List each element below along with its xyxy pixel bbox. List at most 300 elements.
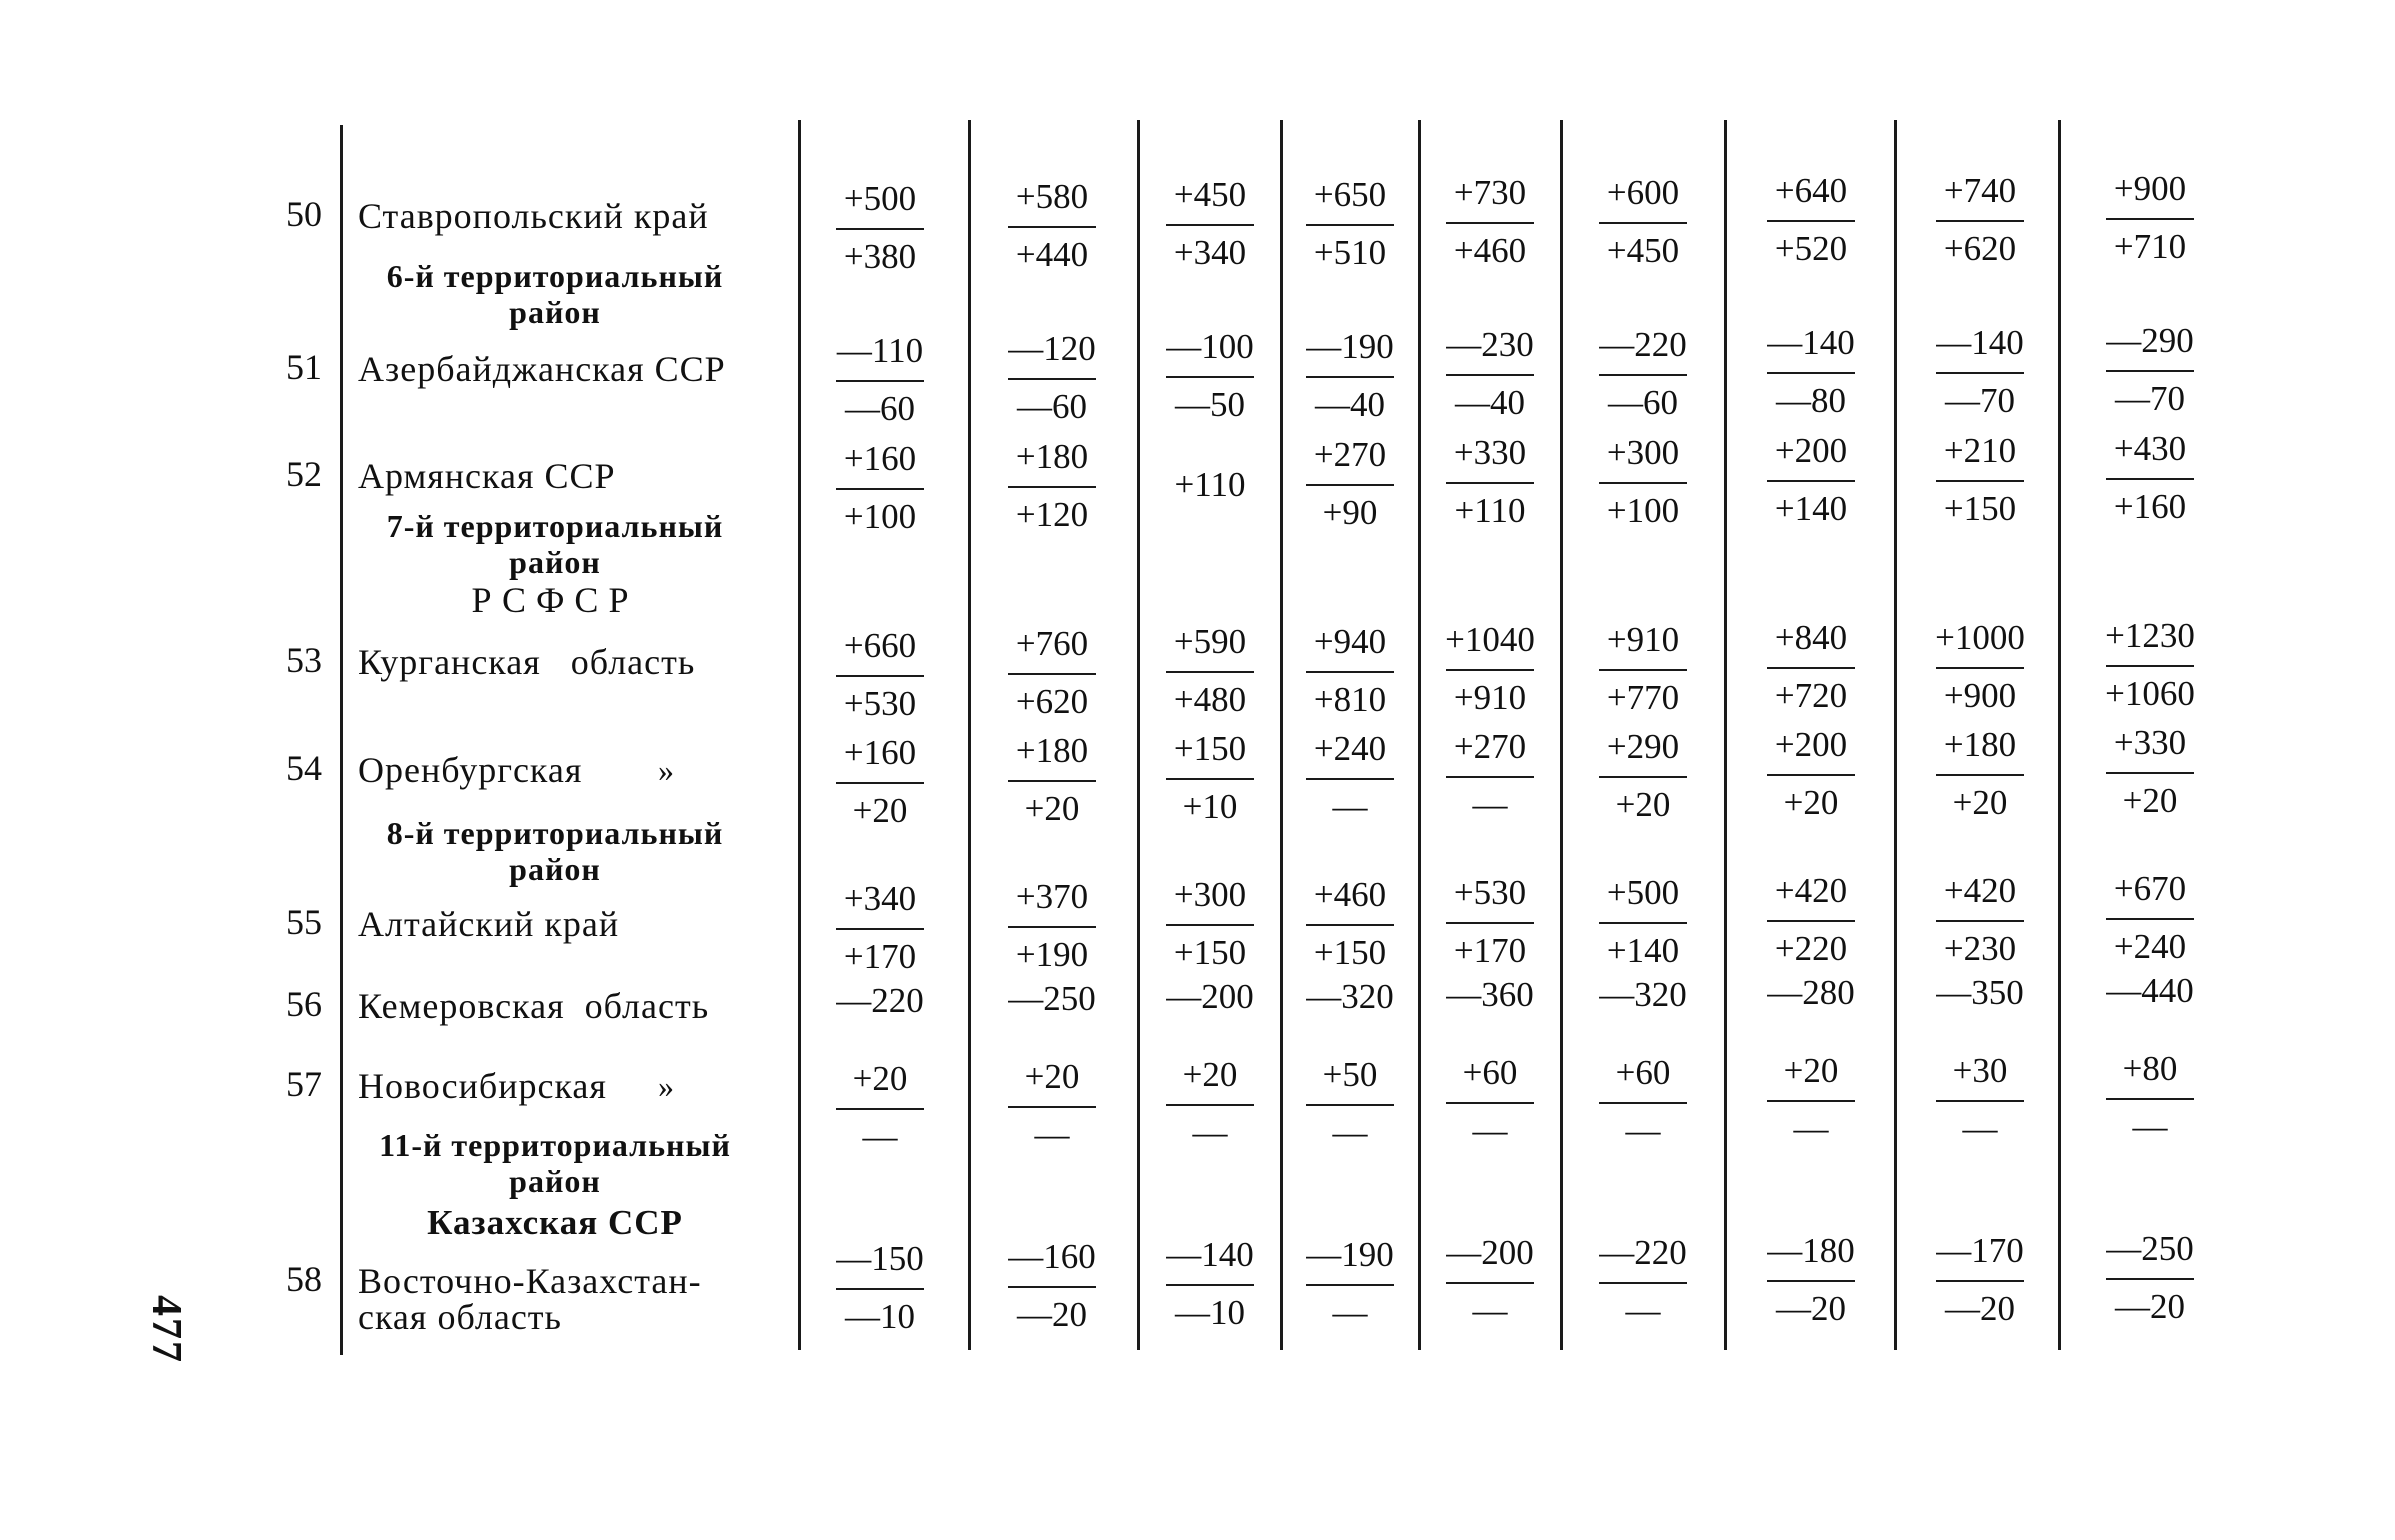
fraction-bar <box>1446 776 1534 778</box>
fraction-bar <box>1599 669 1687 671</box>
row-label-continued: ская область <box>358 1297 562 1337</box>
row-label: Азербайджанская ССР <box>358 349 726 389</box>
numerator: +640 <box>1774 171 1848 210</box>
numerator: —250 <box>2106 1229 2194 1268</box>
numerator: +420 <box>1774 871 1848 910</box>
column-rule <box>798 120 801 1350</box>
numerator: +1000 <box>1935 618 2025 657</box>
row-label: Оренбургская <box>358 750 583 790</box>
fraction-cell <box>1905 724 2055 826</box>
denominator: —20 <box>1945 1289 2015 1328</box>
numerator: +80 <box>2122 1049 2178 1088</box>
numerator: +580 <box>1015 177 1089 216</box>
fraction-bar <box>1767 667 1855 669</box>
column-rule <box>1894 120 1897 1350</box>
row-number: 50 <box>286 194 322 234</box>
denominator: +20 <box>1783 783 1839 822</box>
fraction-cell <box>2075 1228 2225 1330</box>
row-label: Восточно-Казахстан- <box>358 1261 702 1301</box>
fraction-bar <box>1008 1106 1096 1108</box>
fraction-bar <box>1936 480 2024 482</box>
numerator: +600 <box>1606 173 1680 212</box>
numerator: +370 <box>1015 877 1089 916</box>
fraction-cell <box>1275 434 1425 536</box>
numerator: —190 <box>1306 327 1394 366</box>
fraction-bar <box>1166 924 1254 926</box>
fraction-cell <box>1568 872 1718 974</box>
numerator: +20 <box>1024 1057 1080 1096</box>
column-rule <box>2058 120 2061 1350</box>
fraction-bar <box>1306 924 1394 926</box>
denominator: +150 <box>1173 933 1247 972</box>
section-heading: РСФСР <box>471 580 639 620</box>
fraction-bar <box>1767 220 1855 222</box>
fraction-bar <box>1599 1102 1687 1104</box>
fraction-cell <box>2075 868 2225 970</box>
row-number: 54 <box>286 748 322 788</box>
numerator: —150 <box>836 1239 924 1278</box>
denominator: +220 <box>1774 929 1848 968</box>
numerator: +20 <box>852 1059 908 1098</box>
denominator: +100 <box>1606 491 1680 530</box>
denominator: —20 <box>1776 1289 1846 1328</box>
fraction-cell <box>1275 621 1425 723</box>
numerator: +300 <box>1173 875 1247 914</box>
denominator: +710 <box>2113 227 2187 266</box>
denominator: +1060 <box>2105 674 2195 713</box>
numerator: +340 <box>843 879 917 918</box>
fraction-bar <box>2106 478 2194 480</box>
fraction-bar <box>1936 220 2024 222</box>
fraction-bar <box>1166 1284 1254 1286</box>
fraction-cell <box>1736 1050 1886 1152</box>
section-heading: район <box>509 1163 601 1199</box>
denominator: +480 <box>1173 680 1247 719</box>
section-heading: Казахская ССР <box>427 1203 683 1242</box>
fraction-cell <box>1275 728 1425 830</box>
fraction-bar <box>1166 671 1254 673</box>
denominator: — <box>1472 1111 1508 1150</box>
ditto-mark: » <box>658 752 674 788</box>
value-cell: —220 <box>836 981 924 1020</box>
denominator: +520 <box>1774 229 1848 268</box>
fraction-cell <box>1275 326 1425 428</box>
numerator: —230 <box>1446 325 1534 364</box>
fraction-bar <box>2106 218 2194 220</box>
row-number: 57 <box>286 1064 322 1104</box>
fraction-cell <box>1135 728 1285 830</box>
numerator: +210 <box>1943 431 2017 470</box>
numerator: +330 <box>1453 433 1527 472</box>
fraction-bar <box>1767 1100 1855 1102</box>
fraction-bar <box>1446 222 1534 224</box>
numerator: +50 <box>1322 1055 1378 1094</box>
fraction-bar <box>836 928 924 930</box>
fraction-cell <box>1568 324 1718 426</box>
section-heading: район <box>509 294 601 330</box>
fraction-cell <box>2075 722 2225 824</box>
numerator: —200 <box>1446 1233 1534 1272</box>
row-label: Ставропольский край <box>358 196 709 236</box>
numerator: —220 <box>1599 325 1687 364</box>
numerator: +180 <box>1015 437 1089 476</box>
numerator: +30 <box>1952 1051 2008 1090</box>
denominator: +770 <box>1606 678 1680 717</box>
denominator: —70 <box>2115 379 2185 418</box>
numerator: +1040 <box>1445 620 1535 659</box>
denominator: +140 <box>1774 489 1848 528</box>
fraction-cell <box>1415 172 1565 274</box>
fraction-cell <box>977 730 1127 832</box>
denominator: —40 <box>1315 385 1385 424</box>
fraction-cell <box>1736 322 1886 424</box>
numerator: +500 <box>1606 873 1680 912</box>
fraction-cell <box>1736 870 1886 972</box>
numerator: +20 <box>1182 1055 1238 1094</box>
fraction-bar <box>1767 480 1855 482</box>
denominator: —40 <box>1455 383 1525 422</box>
fraction-cell <box>977 436 1127 538</box>
denominator: +20 <box>1952 783 2008 822</box>
fraction-bar <box>836 1288 924 1290</box>
numerator: +530 <box>1453 873 1527 912</box>
page-number: 477 <box>143 1295 189 1364</box>
fraction-cell <box>1905 170 2055 272</box>
numerator: —100 <box>1166 327 1254 366</box>
section-heading: район <box>509 544 601 580</box>
fraction-bar <box>1936 1100 2024 1102</box>
fraction-bar <box>836 228 924 230</box>
numerator: +290 <box>1606 727 1680 766</box>
value-cell: —200 <box>1166 977 1254 1016</box>
section-heading: 6-й территориальный <box>386 258 724 294</box>
denominator: +10 <box>1182 787 1238 826</box>
row-label: Новосибирская <box>358 1066 607 1106</box>
denominator: +160 <box>2113 487 2187 526</box>
numerator: —120 <box>1008 329 1096 368</box>
fraction-cell <box>805 178 955 280</box>
fraction-cell <box>805 1058 955 1160</box>
denominator: — <box>1625 1291 1661 1330</box>
fraction-bar <box>1936 1280 2024 1282</box>
fraction-cell <box>1275 874 1425 976</box>
row-label: Кемеровская область <box>358 986 710 1026</box>
numerator: +420 <box>1943 871 2017 910</box>
numerator: +20 <box>1783 1051 1839 1090</box>
numerator: +150 <box>1173 729 1247 768</box>
numerator: +270 <box>1313 435 1387 474</box>
fraction-cell <box>1415 1052 1565 1154</box>
fraction-bar <box>1599 482 1687 484</box>
denominator: +530 <box>843 684 917 723</box>
denominator: —10 <box>845 1297 915 1336</box>
numerator: +730 <box>1453 173 1527 212</box>
fraction-cell <box>1275 1234 1425 1336</box>
fraction-cell <box>2075 428 2225 530</box>
fraction-bar <box>1936 774 2024 776</box>
section-heading: 7-й территориальный <box>386 508 724 544</box>
row-label: Алтайский край <box>358 904 620 944</box>
numerator: —140 <box>1767 323 1855 362</box>
denominator: —50 <box>1175 385 1245 424</box>
numerator: +460 <box>1313 875 1387 914</box>
denominator: +240 <box>2113 927 2187 966</box>
fraction-cell <box>1568 432 1718 534</box>
value-cell: —280 <box>1767 973 1855 1012</box>
fraction-bar <box>2106 1098 2194 1100</box>
fraction-bar <box>1008 1286 1096 1288</box>
fraction-cell <box>977 1236 1127 1338</box>
numerator: —110 <box>836 331 924 370</box>
denominator: —60 <box>1608 383 1678 422</box>
denominator: —60 <box>845 389 915 428</box>
denominator: +620 <box>1015 682 1089 721</box>
fraction-bar <box>1306 1284 1394 1286</box>
numerator: +160 <box>843 439 917 478</box>
fraction-cell <box>1415 432 1565 534</box>
fraction-bar <box>1008 378 1096 380</box>
fraction-cell <box>1135 1234 1285 1336</box>
fraction-cell <box>1415 726 1565 828</box>
column-rule <box>968 120 971 1350</box>
denominator: — <box>1034 1115 1070 1154</box>
denominator: +120 <box>1015 495 1089 534</box>
numerator: +1230 <box>2105 616 2195 655</box>
numerator: +270 <box>1453 727 1527 766</box>
fraction-bar <box>1166 224 1254 226</box>
fraction-bar <box>1936 372 2024 374</box>
fraction-bar <box>1008 486 1096 488</box>
fraction-bar <box>1306 484 1394 486</box>
value-cell: —350 <box>1936 973 2024 1012</box>
numerator: +200 <box>1774 725 1848 764</box>
fraction-bar <box>2106 918 2194 920</box>
denominator: +150 <box>1943 489 2017 528</box>
numerator: —190 <box>1306 1235 1394 1274</box>
fraction-bar <box>1306 778 1394 780</box>
fraction-cell <box>1568 1052 1718 1154</box>
fraction-bar <box>1599 922 1687 924</box>
denominator: +20 <box>1024 789 1080 828</box>
fraction-cell <box>1736 170 1886 272</box>
denominator: +380 <box>843 237 917 276</box>
numerator: +670 <box>2113 869 2187 908</box>
ditto-mark: » <box>658 1068 674 1104</box>
value-cell: —250 <box>1008 979 1096 1018</box>
fraction-cell <box>1415 1232 1565 1334</box>
fraction-bar <box>836 1108 924 1110</box>
fraction-cell <box>1415 324 1565 426</box>
fraction-bar <box>1446 1102 1534 1104</box>
row-number: 51 <box>286 347 322 387</box>
numerator: —180 <box>1767 1231 1855 1270</box>
denominator: —20 <box>2115 1287 2185 1326</box>
denominator: +460 <box>1453 231 1527 270</box>
numerator: +430 <box>2113 429 2187 468</box>
fraction-bar <box>1166 376 1254 378</box>
fraction-cell <box>1905 617 2055 719</box>
fraction-bar <box>1008 926 1096 928</box>
fraction-cell <box>1905 430 2055 532</box>
denominator: —60 <box>1017 387 1087 426</box>
fraction-cell <box>805 625 955 727</box>
value-cell: +110 <box>1174 465 1246 504</box>
fraction-cell <box>1135 874 1285 976</box>
fraction-cell <box>1568 619 1718 721</box>
fraction-bar <box>1306 1104 1394 1106</box>
fraction-cell <box>977 623 1127 725</box>
numerator: +180 <box>1015 731 1089 770</box>
row-label: Курганская область <box>358 642 696 682</box>
fraction-bar <box>1767 1280 1855 1282</box>
fraction-bar <box>1008 226 1096 228</box>
column-rule <box>1724 120 1727 1350</box>
denominator: +90 <box>1322 493 1378 532</box>
denominator: — <box>1472 785 1508 824</box>
fraction-bar <box>1446 374 1534 376</box>
numerator: +590 <box>1173 622 1247 661</box>
fraction-bar <box>836 380 924 382</box>
fraction-cell <box>805 330 955 432</box>
denominator: — <box>1793 1109 1829 1148</box>
row-number: 55 <box>286 902 322 942</box>
denominator: +340 <box>1173 233 1247 272</box>
fraction-cell <box>1275 174 1425 276</box>
fraction-cell <box>1135 621 1285 723</box>
fraction-cell <box>977 1056 1127 1158</box>
fraction-bar <box>1008 780 1096 782</box>
numerator: +180 <box>1943 725 2017 764</box>
denominator: —10 <box>1175 1293 1245 1332</box>
fraction-bar <box>1306 376 1394 378</box>
fraction-cell <box>805 878 955 980</box>
denominator: +810 <box>1313 680 1387 719</box>
denominator: — <box>1332 1293 1368 1332</box>
fraction-cell <box>1415 872 1565 974</box>
denominator: +110 <box>1454 491 1526 530</box>
numerator: —140 <box>1936 323 2024 362</box>
fraction-cell <box>2075 320 2225 422</box>
numerator: +740 <box>1943 171 2017 210</box>
fraction-cell <box>1736 724 1886 826</box>
fraction-bar <box>1446 922 1534 924</box>
denominator: — <box>1192 1113 1228 1152</box>
fraction-cell <box>1568 172 1718 274</box>
numerator: +660 <box>843 626 917 665</box>
numerator: —170 <box>1936 1231 2024 1270</box>
fraction-cell <box>1736 1230 1886 1332</box>
denominator: +150 <box>1313 933 1387 972</box>
numerator: +900 <box>2113 169 2187 208</box>
denominator: — <box>1332 1113 1368 1152</box>
value-cell: —320 <box>1599 975 1687 1014</box>
fraction-bar <box>836 675 924 677</box>
fraction-bar <box>1767 920 1855 922</box>
fraction-cell <box>1275 1054 1425 1156</box>
denominator: +450 <box>1606 231 1680 270</box>
numerator: —160 <box>1008 1237 1096 1276</box>
numerator: +760 <box>1015 624 1089 663</box>
fraction-bar <box>1446 482 1534 484</box>
fraction-cell <box>805 1238 955 1340</box>
denominator: +720 <box>1774 676 1848 715</box>
numerator: +160 <box>843 733 917 772</box>
fraction-bar <box>1936 920 2024 922</box>
denominator: +510 <box>1313 233 1387 272</box>
denominator: — <box>1472 1291 1508 1330</box>
section-heading: 11-й территориальный <box>379 1127 731 1163</box>
fraction-cell <box>1135 326 1285 428</box>
numerator: +300 <box>1606 433 1680 472</box>
row-number: 58 <box>286 1259 322 1299</box>
denominator: +900 <box>1943 676 2017 715</box>
fraction-bar <box>2106 665 2194 667</box>
fraction-cell <box>805 438 955 540</box>
numerator: +60 <box>1462 1053 1518 1092</box>
fraction-bar <box>1599 374 1687 376</box>
denominator: +440 <box>1015 235 1089 274</box>
numerator: —140 <box>1166 1235 1254 1274</box>
numerator: +60 <box>1615 1053 1671 1092</box>
denominator: +170 <box>1453 931 1527 970</box>
numerator: —290 <box>2106 321 2194 360</box>
row-number: 52 <box>286 454 322 494</box>
denominator: +20 <box>1615 785 1671 824</box>
denominator: — <box>1962 1109 1998 1148</box>
fraction-cell <box>1568 726 1718 828</box>
denominator: +230 <box>1943 929 2017 968</box>
denominator: — <box>1625 1111 1661 1150</box>
numerator: +910 <box>1606 620 1680 659</box>
fraction-bar <box>2106 1278 2194 1280</box>
denominator: +20 <box>852 791 908 830</box>
fraction-bar <box>1767 372 1855 374</box>
fraction-cell <box>977 876 1127 978</box>
fraction-cell <box>1415 619 1565 721</box>
fraction-cell <box>977 176 1127 278</box>
row-number: 53 <box>286 640 322 680</box>
value-cell: —360 <box>1446 975 1534 1014</box>
fraction-bar <box>1599 776 1687 778</box>
value-cell: —440 <box>2106 971 2194 1010</box>
denominator: — <box>2132 1107 2168 1146</box>
fraction-bar <box>1767 774 1855 776</box>
denominator: — <box>1332 787 1368 826</box>
numerator: +330 <box>2113 723 2187 762</box>
fraction-cell <box>1135 1054 1285 1156</box>
fraction-cell <box>1905 1050 2055 1152</box>
fraction-bar <box>1306 224 1394 226</box>
numerator: +840 <box>1774 618 1848 657</box>
denominator: +190 <box>1015 935 1089 974</box>
fraction-bar <box>1599 222 1687 224</box>
fraction-cell <box>805 732 955 834</box>
section-heading: 8-й территориальный <box>386 815 724 851</box>
fraction-bar <box>1166 778 1254 780</box>
fraction-cell <box>1905 322 2055 424</box>
fraction-bar <box>1008 673 1096 675</box>
fraction-cell <box>1568 1232 1718 1334</box>
row-number: 56 <box>286 984 322 1024</box>
denominator: —80 <box>1776 381 1846 420</box>
fraction-cell <box>1905 870 2055 972</box>
fraction-bar <box>1306 671 1394 673</box>
denominator: — <box>862 1117 898 1156</box>
numerator: +240 <box>1313 729 1387 768</box>
row-label: Армянская ССР <box>358 456 616 496</box>
denominator: +20 <box>2122 781 2178 820</box>
numerator: +500 <box>843 179 917 218</box>
